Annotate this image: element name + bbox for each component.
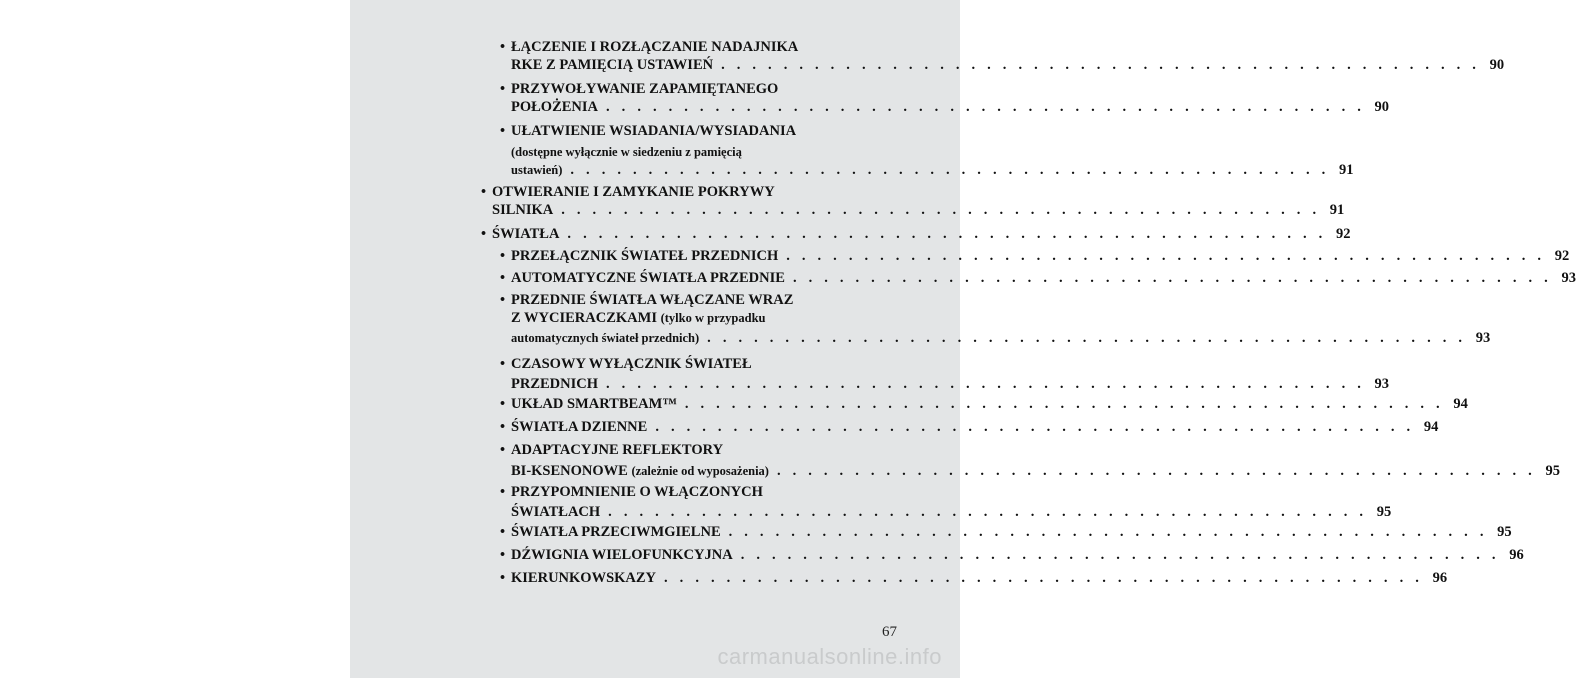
blank-left-margin	[0, 0, 350, 678]
toc-entry-note: ustawień)	[511, 163, 563, 177]
toc-page-number: 91	[1338, 162, 1354, 178]
toc-entry[interactable]	[500, 546, 1524, 564]
toc-entry[interactable]	[481, 225, 1351, 243]
toc-page-number: 94	[1423, 419, 1439, 435]
toc-page-number: 93	[1374, 376, 1390, 392]
toc-entry[interactable]	[481, 183, 1345, 219]
table-of-contents	[350, 0, 1576, 600]
toc-entry-title: ŚWIATŁA PRZECIWMGIELNE	[511, 524, 721, 540]
toc-entry-note: automatycznych świateł przednich)	[511, 331, 700, 345]
toc-page-number: 91	[1329, 202, 1345, 218]
leader-dots: . . . . . . . . . . . . . . . . . . . . . . . . . . . . . . . . . . . . . . . . . . . . . . . . .	[606, 99, 1366, 115]
leader-dots: . . . . . . . . . . . . . . . . . . . . . . . . . . . . . . . . . . . . . . . . . . . . . . . . .	[561, 202, 1321, 218]
toc-page-number: 92	[1554, 248, 1570, 264]
bullet-icon: •	[500, 356, 506, 372]
bullet-icon: •	[500, 248, 506, 264]
toc-entry-title: ŚWIATŁA	[492, 226, 560, 242]
toc-entry[interactable]	[500, 569, 1448, 587]
manual-page	[350, 0, 1576, 678]
page-number: 67	[882, 624, 897, 640]
toc-entry-title: PRZEŁĄCZNIK ŚWIATEŁ PRZEDNICH	[511, 248, 779, 264]
bullet-icon: •	[500, 292, 506, 308]
toc-entry-title: AUTOMATYCZNE ŚWIATŁA PRZEDNIE	[511, 270, 785, 286]
toc-entry-title: KIERUNKOWSKAZY	[511, 570, 657, 586]
toc-entry[interactable]	[500, 355, 1390, 393]
toc-page-number: 96	[1509, 547, 1524, 563]
leader-dots: . . . . . . . . . . . . . . . . . . . . . . . . . . . . . . . . . . . . . . . . . . . . . . . . .	[740, 547, 1500, 563]
leader-dots: . . . . . . . . . . . . . . . . . . . . . . . . . . . . . . . . . . . . . . . . . . . . . . . . .	[655, 419, 1415, 435]
toc-entry[interactable]	[500, 38, 1505, 74]
toc-entry[interactable]	[500, 441, 1560, 480]
leader-dots: . . . . . . . . . . . . . . . . . . . . . . . . . . . . . . . . . . . . . . . . . . . . . . . . .	[567, 226, 1327, 242]
bullet-icon: •	[500, 570, 506, 586]
toc-entry[interactable]	[500, 418, 1439, 436]
toc-entry-title-cont: POŁOŻENIA	[511, 99, 599, 115]
bullet-icon: •	[500, 484, 506, 500]
toc-entry-title: OTWIERANIE I ZAMYKANIE POKRYWY	[492, 184, 775, 200]
toc-entry-note: (zależnie od wyposażenia)	[631, 464, 769, 478]
leader-dots: . . . . . . . . . . . . . . . . . . . . . . . . . . . . . . . . . . . . . . . . . . . . . . . . .	[608, 504, 1368, 520]
leader-dots: . . . . . . . . . . . . . . . . . . . . . . . . . . . . . . . . . . . . . . . . . . . . . . . . .	[707, 330, 1467, 346]
toc-page-number: 90	[1489, 57, 1505, 73]
toc-entry-title-cont: ŚWIATŁACH	[511, 504, 601, 520]
leader-dots: . . . . . . . . . . . . . . . . . . . . . . . . . . . . . . . . . . . . . . . . . . . . . . . . .	[684, 396, 1444, 412]
toc-entry-title: UKŁAD SMARTBEAM™	[511, 396, 677, 412]
watermark-text: carmanualsonline.info	[717, 644, 942, 669]
toc-entry-title: ADAPTACYJNE REFLEKTORY	[511, 442, 724, 458]
toc-entry-title-cont: BI-KSENONOWE	[511, 463, 628, 479]
toc-entry-note: (dostępne wyłącznie w siedzeniu z pamięcią	[511, 145, 742, 159]
toc-entry-title: ŁĄCZENIE I ROZŁĄCZANIE NADAJNIKA	[511, 39, 799, 55]
leader-dots: . . . . . . . . . . . . . . . . . . . . . . . . . . . . . . . . . . . . . . . . . . . . . . . . .	[786, 248, 1546, 264]
toc-entry[interactable]	[500, 483, 1392, 521]
toc-entry-title: PRZEDNIE ŚWIATŁA WŁĄCZANE WRAZ	[511, 292, 794, 308]
toc-entry-title-cont: SILNIKA	[492, 202, 554, 218]
toc-entry-title-cont: RKE Z PAMIĘCIĄ USTAWIEŃ	[511, 57, 714, 73]
toc-entry-title: ŚWIATŁA DZIENNE	[511, 419, 648, 435]
bullet-icon: •	[481, 184, 487, 200]
bullet-icon: •	[500, 419, 506, 435]
toc-entry[interactable]	[500, 523, 1512, 541]
toc-page-number: 93	[1475, 330, 1491, 346]
bullet-icon: •	[500, 442, 506, 458]
toc-entry[interactable]	[500, 80, 1390, 116]
leader-dots: . . . . . . . . . . . . . . . . . . . . . . . . . . . . . . . . . . . . . . . . . . . . . . . . .	[664, 570, 1424, 586]
toc-entry[interactable]	[500, 291, 1491, 347]
toc-page-number: 94	[1453, 396, 1468, 412]
toc-entry[interactable]	[500, 122, 1354, 179]
toc-entry-title: PRZYWOŁYWANIE ZAPAMIĘTANEGO	[511, 81, 779, 97]
bullet-icon: •	[500, 81, 506, 97]
toc-page-number: 95	[1376, 504, 1392, 520]
toc-entry-title: PRZYPOMNIENIE O WŁĄCZONYCH	[511, 484, 763, 500]
toc-page-number: 95	[1497, 524, 1512, 540]
toc-page-number: 95	[1545, 463, 1560, 479]
leader-dots: . . . . . . . . . . . . . . . . . . . . . . . . . . . . . . . . . . . . . . . . . . . . . . . . .	[570, 162, 1330, 178]
toc-page-number: 96	[1432, 570, 1448, 586]
toc-entry-title: DŹWIGNIA WIELOFUNKCYJNA	[511, 547, 733, 563]
toc-entry-title: CZASOWY WYŁĄCZNIK ŚWIATEŁ	[511, 356, 752, 372]
toc-page-number: 92	[1335, 226, 1351, 242]
toc-entry-title: UŁATWIENIE WSIADANIA/WYSIADANIA	[511, 123, 797, 139]
bullet-icon: •	[481, 226, 487, 242]
leader-dots: . . . . . . . . . . . . . . . . . . . . . . . . . . . . . . . . . . . . . . . . . . . . . . . . .	[721, 57, 1481, 73]
toc-entry-note: (tylko w przypadku	[660, 311, 766, 325]
leader-dots: . . . . . . . . . . . . . . . . . . . . . . . . . . . . . . . . . . . . . . . . . . . . . . . . .	[776, 463, 1536, 479]
toc-page-number: 93	[1561, 270, 1576, 286]
toc-entry[interactable]	[500, 247, 1570, 265]
leader-dots: . . . . . . . . . . . . . . . . . . . . . . . . . . . . . . . . . . . . . . . . . . . . . . . . .	[792, 270, 1552, 286]
bullet-icon: •	[500, 270, 506, 286]
leader-dots: . . . . . . . . . . . . . . . . . . . . . . . . . . . . . . . . . . . . . . . . . . . . . . . . .	[606, 376, 1366, 392]
bullet-icon: •	[500, 123, 506, 139]
bullet-icon: •	[500, 547, 506, 563]
bullet-icon: •	[500, 39, 506, 55]
toc-entry[interactable]	[500, 395, 1468, 413]
bullet-icon: •	[500, 524, 506, 540]
leader-dots: . . . . . . . . . . . . . . . . . . . . . . . . . . . . . . . . . . . . . . . . . . . . . . . . .	[728, 524, 1488, 540]
toc-page-number: 90	[1374, 99, 1390, 115]
bullet-icon: •	[500, 396, 506, 412]
toc-entry[interactable]	[500, 269, 1576, 287]
toc-entry-title-cont: PRZEDNICH	[511, 376, 599, 392]
toc-entry-title-cont: Z WYCIERACZKAMI	[511, 310, 657, 326]
